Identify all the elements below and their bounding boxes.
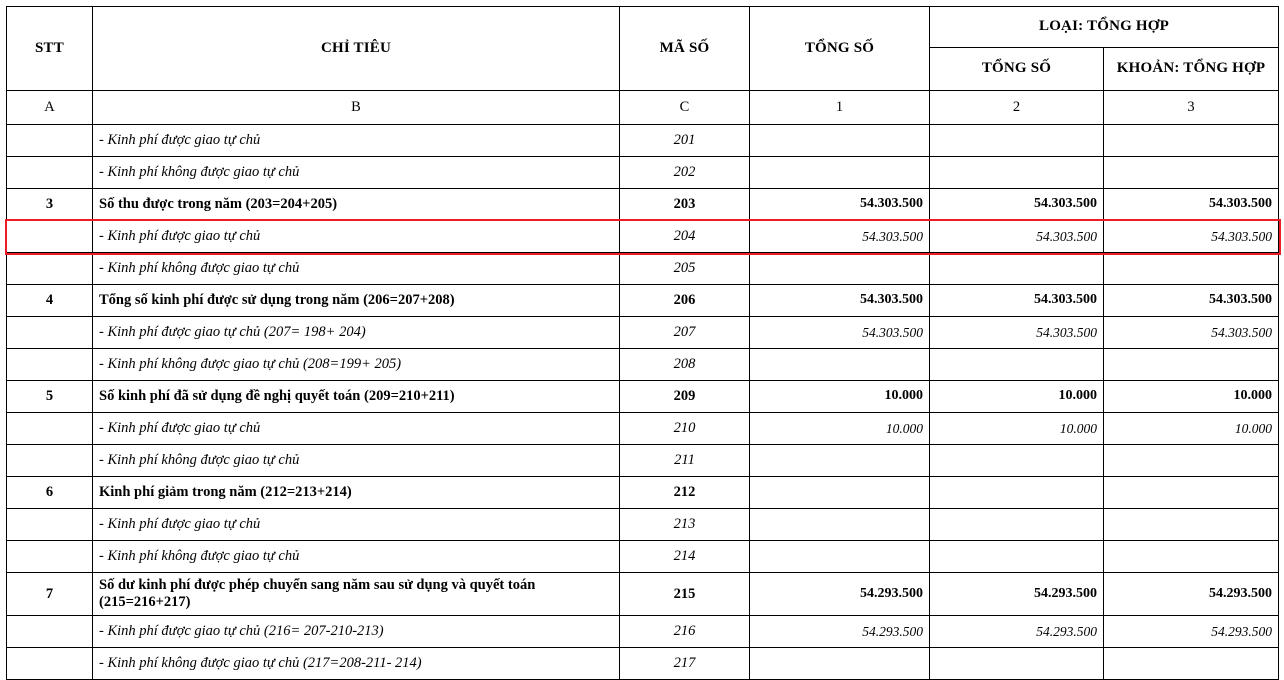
table-row[interactable] xyxy=(7,253,1279,285)
cell-stt xyxy=(7,445,93,477)
cell-chitieu: Số kinh phí đã sử dụng đề nghị quyết toán (209=210+211) xyxy=(93,381,620,413)
cell-loai-khoan xyxy=(1104,648,1279,680)
cell-maso: 217 xyxy=(620,648,750,680)
cell-chitieu: - Kinh phí được giao tự chủ xyxy=(93,413,620,445)
table-row[interactable] xyxy=(7,285,1279,317)
cell-tongso xyxy=(750,253,930,285)
letter-a: A xyxy=(7,91,93,125)
cell-loai-khoan: 54.293.500 xyxy=(1104,573,1279,616)
cell-loai-tongso: 54.303.500 xyxy=(930,189,1104,221)
cell-maso: 208 xyxy=(620,349,750,381)
cell-chitieu: - Kinh phí không được giao tự chủ xyxy=(93,541,620,573)
cell-tongso: 54.303.500 xyxy=(750,285,930,317)
cell-stt xyxy=(7,157,93,189)
table-row[interactable] xyxy=(7,477,1279,509)
header-loai-khoan: KHOẢN: TỔNG HỢP xyxy=(1104,48,1279,91)
header-maso: MÃ SỐ xyxy=(620,7,750,91)
table-row[interactable] xyxy=(7,317,1279,349)
cell-loai-khoan xyxy=(1104,541,1279,573)
table-body xyxy=(7,125,1279,680)
table-row[interactable] xyxy=(7,413,1279,445)
cell-maso: 206 xyxy=(620,285,750,317)
cell-maso: 207 xyxy=(620,317,750,349)
header-stt: STT xyxy=(7,7,93,91)
cell-chitieu: Kinh phí giảm trong năm (212=213+214) xyxy=(93,477,620,509)
table-row[interactable] xyxy=(7,573,1279,616)
table-row[interactable] xyxy=(7,349,1279,381)
cell-chitieu: Số dư kinh phí được phép chuyển sang năm sau sử dụng và quyết toán (215=216+217) xyxy=(93,573,620,616)
letter-b: B xyxy=(93,91,620,125)
cell-maso: 209 xyxy=(620,381,750,413)
cell-loai-tongso xyxy=(930,509,1104,541)
cell-stt: 6 xyxy=(7,477,93,509)
cell-stt: 3 xyxy=(7,189,93,221)
cell-stt: 7 xyxy=(7,573,93,616)
cell-loai-tongso xyxy=(930,648,1104,680)
letter-3: 3 xyxy=(1104,91,1279,125)
cell-stt xyxy=(7,349,93,381)
cell-loai-khoan xyxy=(1104,157,1279,189)
cell-chitieu: - Kinh phí được giao tự chủ xyxy=(93,221,620,253)
cell-loai-khoan: 54.293.500 xyxy=(1104,616,1279,648)
cell-chitieu: - Kinh phí không được giao tự chủ xyxy=(93,253,620,285)
cell-maso: 204 xyxy=(620,221,750,253)
cell-chitieu: - Kinh phí không được giao tự chủ (217=208-211- 214) xyxy=(93,648,620,680)
cell-maso: 214 xyxy=(620,541,750,573)
cell-maso: 205 xyxy=(620,253,750,285)
letter-c: C xyxy=(620,91,750,125)
cell-chitieu: - Kinh phí được giao tự chủ (207= 198+ 204) xyxy=(93,317,620,349)
table-row[interactable] xyxy=(7,381,1279,413)
cell-maso: 216 xyxy=(620,616,750,648)
cell-maso: 201 xyxy=(620,125,750,157)
cell-loai-khoan xyxy=(1104,445,1279,477)
cell-tongso xyxy=(750,445,930,477)
column-letter-row xyxy=(7,91,1279,125)
cell-stt: 4 xyxy=(7,285,93,317)
cell-loai-tongso xyxy=(930,349,1104,381)
cell-maso: 213 xyxy=(620,509,750,541)
table-row[interactable] xyxy=(7,509,1279,541)
cell-tongso xyxy=(750,648,930,680)
cell-loai-tongso xyxy=(930,125,1104,157)
cell-chitieu: - Kinh phí không được giao tự chủ (208=199+ 205) xyxy=(93,349,620,381)
cell-chitieu: - Kinh phí được giao tự chủ xyxy=(93,125,620,157)
header-chitieu: CHỈ TIÊU xyxy=(93,7,620,91)
cell-loai-tongso xyxy=(930,541,1104,573)
table-row[interactable] xyxy=(7,648,1279,680)
cell-loai-khoan xyxy=(1104,253,1279,285)
cell-tongso: 54.293.500 xyxy=(750,616,930,648)
table-row[interactable] xyxy=(7,541,1279,573)
header-tongso: TỔNG SỐ xyxy=(750,7,930,91)
financial-report-table xyxy=(6,6,1279,680)
letter-1: 1 xyxy=(750,91,930,125)
cell-tongso: 54.303.500 xyxy=(750,221,930,253)
cell-stt xyxy=(7,125,93,157)
cell-tongso xyxy=(750,349,930,381)
cell-loai-tongso: 10.000 xyxy=(930,381,1104,413)
cell-tongso: 10.000 xyxy=(750,381,930,413)
cell-loai-khoan xyxy=(1104,125,1279,157)
cell-chitieu: - Kinh phí được giao tự chủ xyxy=(93,509,620,541)
cell-tongso: 10.000 xyxy=(750,413,930,445)
cell-stt xyxy=(7,616,93,648)
table-row[interactable] xyxy=(7,221,1279,253)
cell-stt xyxy=(7,317,93,349)
cell-loai-khoan: 54.303.500 xyxy=(1104,317,1279,349)
cell-stt xyxy=(7,253,93,285)
cell-loai-khoan: 54.303.500 xyxy=(1104,221,1279,253)
cell-maso: 215 xyxy=(620,573,750,616)
cell-maso: 203 xyxy=(620,189,750,221)
cell-tongso xyxy=(750,541,930,573)
cell-tongso xyxy=(750,125,930,157)
cell-tongso: 54.303.500 xyxy=(750,189,930,221)
cell-loai-khoan: 54.303.500 xyxy=(1104,189,1279,221)
table-header xyxy=(7,7,1279,125)
table-row[interactable] xyxy=(7,157,1279,189)
cell-maso: 212 xyxy=(620,477,750,509)
cell-maso: 210 xyxy=(620,413,750,445)
header-group-loai: LOẠI: TỔNG HỢP xyxy=(930,7,1279,48)
cell-loai-khoan: 54.303.500 xyxy=(1104,285,1279,317)
cell-chitieu: - Kinh phí không được giao tự chủ xyxy=(93,445,620,477)
cell-loai-khoan: 10.000 xyxy=(1104,381,1279,413)
cell-stt xyxy=(7,541,93,573)
cell-tongso: 54.303.500 xyxy=(750,317,930,349)
table-row[interactable] xyxy=(7,616,1279,648)
cell-loai-tongso xyxy=(930,445,1104,477)
cell-loai-tongso xyxy=(930,477,1104,509)
cell-stt xyxy=(7,413,93,445)
cell-tongso: 54.293.500 xyxy=(750,573,930,616)
cell-stt xyxy=(7,509,93,541)
cell-stt xyxy=(7,648,93,680)
cell-loai-khoan: 10.000 xyxy=(1104,413,1279,445)
table-row[interactable] xyxy=(7,189,1279,221)
cell-loai-tongso: 54.303.500 xyxy=(930,285,1104,317)
cell-stt: 5 xyxy=(7,381,93,413)
cell-loai-tongso xyxy=(930,157,1104,189)
cell-tongso xyxy=(750,509,930,541)
cell-loai-khoan xyxy=(1104,477,1279,509)
cell-chitieu: - Kinh phí được giao tự chủ (216= 207-210-213) xyxy=(93,616,620,648)
cell-loai-tongso: 54.293.500 xyxy=(930,616,1104,648)
cell-loai-khoan xyxy=(1104,349,1279,381)
table-row[interactable] xyxy=(7,445,1279,477)
cell-chitieu: Số thu được trong năm (203=204+205) xyxy=(93,189,620,221)
cell-maso: 202 xyxy=(620,157,750,189)
table-row[interactable] xyxy=(7,125,1279,157)
cell-maso: 211 xyxy=(620,445,750,477)
header-loai-tongso: TỔNG SỐ xyxy=(930,48,1104,91)
cell-loai-tongso: 54.293.500 xyxy=(930,573,1104,616)
letter-2: 2 xyxy=(930,91,1104,125)
cell-loai-tongso: 10.000 xyxy=(930,413,1104,445)
cell-stt xyxy=(7,221,93,253)
cell-loai-tongso: 54.303.500 xyxy=(930,221,1104,253)
cell-tongso xyxy=(750,157,930,189)
cell-loai-khoan xyxy=(1104,509,1279,541)
cell-tongso xyxy=(750,477,930,509)
cell-chitieu: Tổng số kinh phí được sử dụng trong năm (206=207+208) xyxy=(93,285,620,317)
cell-loai-tongso: 54.303.500 xyxy=(930,317,1104,349)
cell-chitieu: - Kinh phí không được giao tự chủ xyxy=(93,157,620,189)
cell-loai-tongso xyxy=(930,253,1104,285)
